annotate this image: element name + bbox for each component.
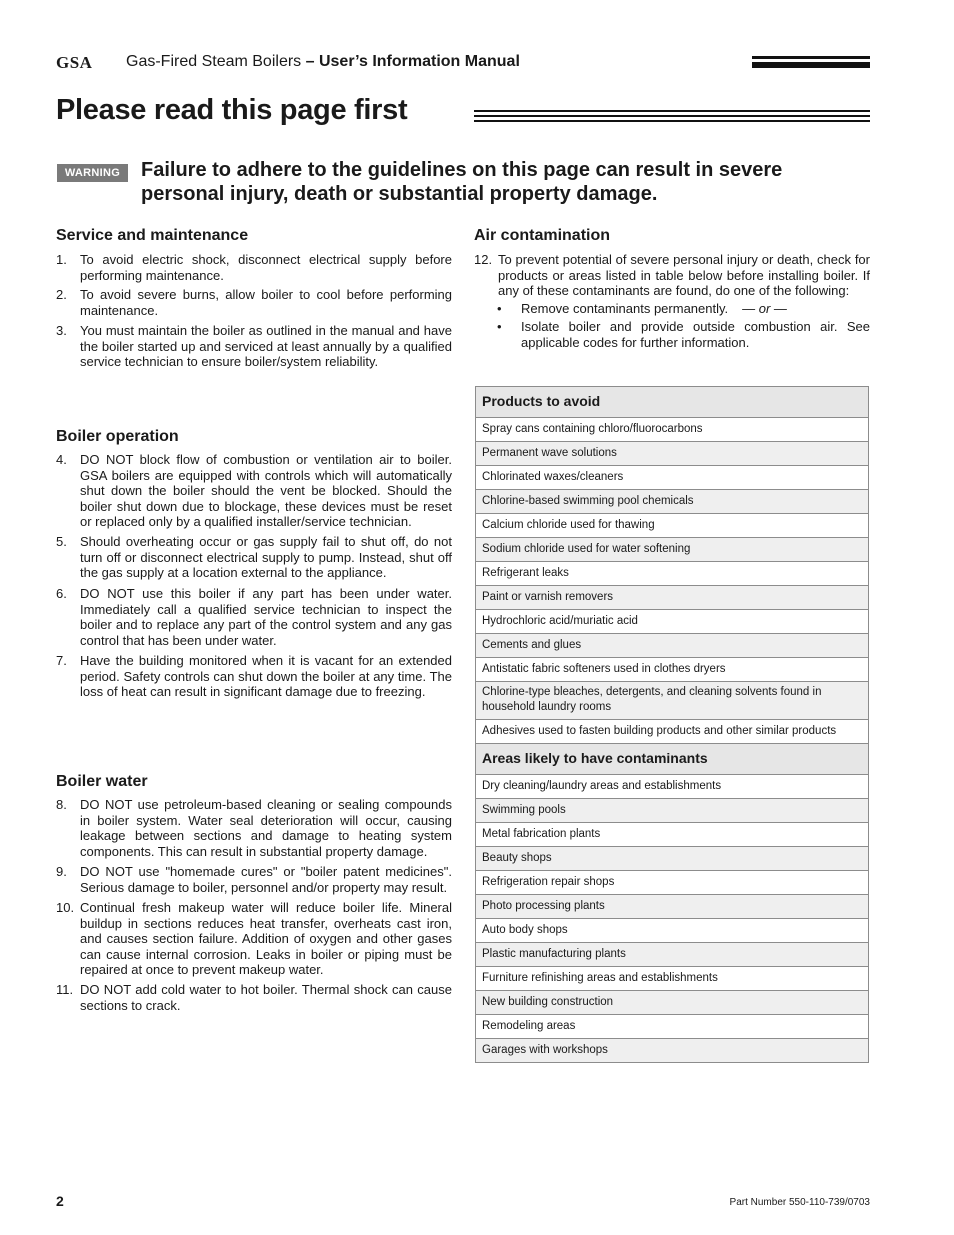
table-row [476, 634, 869, 658]
table-cell: Furniture refinishing areas and establishments [476, 967, 869, 991]
list-item [56, 982, 452, 1013]
table-cell: Hydrochloric acid/muriatic acid [476, 610, 869, 634]
item-number: 7. [56, 653, 67, 668]
table-cell: Permanent wave solutions [476, 442, 869, 466]
table-cell: Photo processing plants [476, 895, 869, 919]
contaminants-table [475, 386, 869, 1063]
areas-header: Areas likely to have contaminants [476, 744, 869, 775]
header-separator: – [301, 53, 319, 70]
header-product: Gas-Fired Steam Boilers [126, 53, 302, 70]
table-row [476, 967, 869, 991]
list-item [56, 797, 452, 859]
table-row [476, 538, 869, 562]
list-item [56, 287, 452, 318]
table-cell: Remodeling areas [476, 1015, 869, 1039]
table-row [476, 682, 869, 720]
table-row [476, 490, 869, 514]
contaminants-table-body [476, 387, 869, 1063]
bullet-item [497, 301, 870, 317]
products-header-row [476, 387, 869, 418]
table-cell: Sodium chloride used for water softening [476, 538, 869, 562]
table-cell: Plastic manufacturing plants [476, 943, 869, 967]
item-number: 2. [56, 287, 67, 302]
item-number: 11. [56, 982, 74, 997]
table-row [476, 720, 869, 744]
or-separator: — or — [742, 301, 787, 316]
list-item [56, 864, 452, 895]
page-number: 2 [56, 1193, 64, 1209]
warning-badge: WARNING [57, 164, 128, 182]
table-cell: Paint or varnish removers [476, 586, 869, 610]
table-row [476, 775, 869, 799]
service-heading: Service and maintenance [56, 227, 249, 244]
table-cell: Spray cans containing chloro/fluorocarbons [476, 418, 869, 442]
header-manual-name: User’s Information Manual [318, 53, 520, 70]
item-number: 8. [56, 797, 67, 812]
item-text: To prevent potential of severe personal injury or death, check for products or areas listed in table below before installing boiler. If any of these contaminants are found, do one of the following: [498, 252, 870, 299]
table-cell: Refrigerant leaks [476, 562, 869, 586]
table-cell: Garages with workshops [476, 1039, 869, 1063]
bullet-dot: • [497, 319, 502, 334]
table-row [476, 610, 869, 634]
bullet-dot: • [497, 301, 502, 316]
table-cell: Cements and glues [476, 634, 869, 658]
table-cell: Calcium chloride used for thawing [476, 514, 869, 538]
item-number: 9. [56, 864, 67, 879]
table-cell: Adhesives used to fasten building products and other similar products [476, 720, 869, 744]
table-row [476, 1015, 869, 1039]
table-cell: Beauty shops [476, 847, 869, 871]
table-row [476, 943, 869, 967]
bullet-item [497, 319, 870, 350]
list-item [56, 534, 452, 581]
bullet-text: Isolate boiler and provide outside combustion air. See applicable codes for further information. [521, 319, 870, 350]
item-text: DO NOT use this boiler if any part has been under water. Immediately call a qualified service technician to inspect the boiler and to replace any part of the control system and any gas control that has been under water. [80, 586, 452, 648]
table-cell: Swimming pools [476, 799, 869, 823]
item-number: 6. [56, 586, 67, 601]
header-title [126, 53, 520, 71]
table-row [476, 658, 869, 682]
bullet-text: Remove contaminants permanently. [521, 301, 729, 316]
item-text: To avoid severe burns, allow boiler to cool before performing maintenance. [80, 287, 452, 318]
item-number: 5. [56, 534, 67, 549]
table-cell: New building construction [476, 991, 869, 1015]
table-row [476, 418, 869, 442]
title-rule [474, 120, 870, 122]
header-rule-thin [752, 56, 870, 59]
item-text: DO NOT use "homemade cures" or "boiler patent medicines". Serious damage to boiler, personnel and/or property may result. [80, 864, 452, 895]
list-item [56, 323, 452, 370]
table-row [476, 442, 869, 466]
table-cell: Dry cleaning/laundry areas and establishments [476, 775, 869, 799]
item-text: Have the building monitored when it is vacant for an extended period. Safety controls can shut down the boiler at any time. The loss of heat can result in significant damage due to freezing. [80, 653, 452, 700]
table-row [476, 871, 869, 895]
table-row [476, 991, 869, 1015]
item-number: 12. [474, 252, 493, 267]
item-text: DO NOT use petroleum-based cleaning or sealing compounds in boiler system. Water seal deterioration will occur, causing leakage between sections and damage to heating system components. This can result in substantial property damage. [80, 797, 452, 859]
brand-logo: GSA [56, 53, 93, 72]
list-item [56, 586, 452, 648]
item-text: DO NOT add cold water to hot boiler. Thermal shock can cause sections to crack. [80, 982, 452, 1013]
table-cell: Antistatic fabric softeners used in clothes dryers [476, 658, 869, 682]
table-cell: Chlorine-based swimming pool chemicals [476, 490, 869, 514]
part-number: Part Number 550-110-739/0703 [729, 1197, 870, 1208]
table-row [476, 514, 869, 538]
table-row [476, 847, 869, 871]
item-text: To avoid electric shock, disconnect electrical supply before performing maintenance. [80, 252, 452, 283]
item-text: DO NOT block flow of combustion or ventilation air to boiler. GSA boilers are equipped with controls which will automatically shut down the boiler should the vent be blocked. Should the boiler shut down due to blockage, these devices must be reset or replaced only by a qualified installer/service technician. [80, 452, 452, 530]
table-cell: Refrigeration repair shops [476, 871, 869, 895]
table-row [476, 919, 869, 943]
products-header: Products to avoid [476, 387, 869, 418]
list-item [56, 653, 452, 700]
title-rule [474, 115, 870, 117]
page-title: Please read this page first [56, 94, 408, 126]
table-cell: Auto body shops [476, 919, 869, 943]
item-number: 4. [56, 452, 67, 467]
table-cell: Chlorine-type bleaches, detergents, and cleaning solvents found in household laundry rooms [476, 682, 869, 720]
item-number: 10. [56, 900, 75, 915]
list-item [474, 252, 870, 299]
page-header [56, 51, 870, 73]
table-row [476, 799, 869, 823]
item-number: 1. [56, 252, 67, 267]
table-cell: Metal fabrication plants [476, 823, 869, 847]
table-row [476, 466, 869, 490]
list-item [56, 452, 452, 530]
list-item [56, 252, 452, 283]
table-cell: Chlorinated waxes/cleaners [476, 466, 869, 490]
water-heading: Boiler water [56, 773, 148, 790]
table-row [476, 1039, 869, 1063]
areas-header-row [476, 744, 869, 775]
table-row [476, 823, 869, 847]
table-row [476, 586, 869, 610]
header-rule-thick [752, 62, 870, 68]
item-number: 3. [56, 323, 67, 338]
operation-heading: Boiler operation [56, 428, 179, 445]
title-rule [474, 110, 870, 112]
warning-text: Failure to adhere to the guidelines on this page can result in severe personal injury, death or substantial property damage. [141, 159, 783, 205]
table-row [476, 562, 869, 586]
air-heading: Air contamination [474, 227, 611, 244]
item-text: Should overheating occur or gas supply fail to shut off, do not turn off or disconnect electrical supply to pump. Instead, shut off the gas supply at a location external to the appliance. [80, 534, 452, 581]
bullet-text-wrap [521, 301, 870, 317]
list-item [56, 900, 452, 978]
item-text: Continual fresh makeup water will reduce boiler life. Mineral buildup in sections reduces heat transfer, overheats cast iron, and causes section failure. Addition of oxygen and other gases can cause internal corrosion. Leaks in boiler or piping must be repaired at once to prevent makeup water. [80, 900, 452, 978]
table-row [476, 895, 869, 919]
title-rules [474, 110, 870, 125]
item-text: You must maintain the boiler as outlined in the manual and have the boiler started up and serviced at least annually by a qualified service technician to ensure boiler/system reliability. [80, 323, 452, 370]
